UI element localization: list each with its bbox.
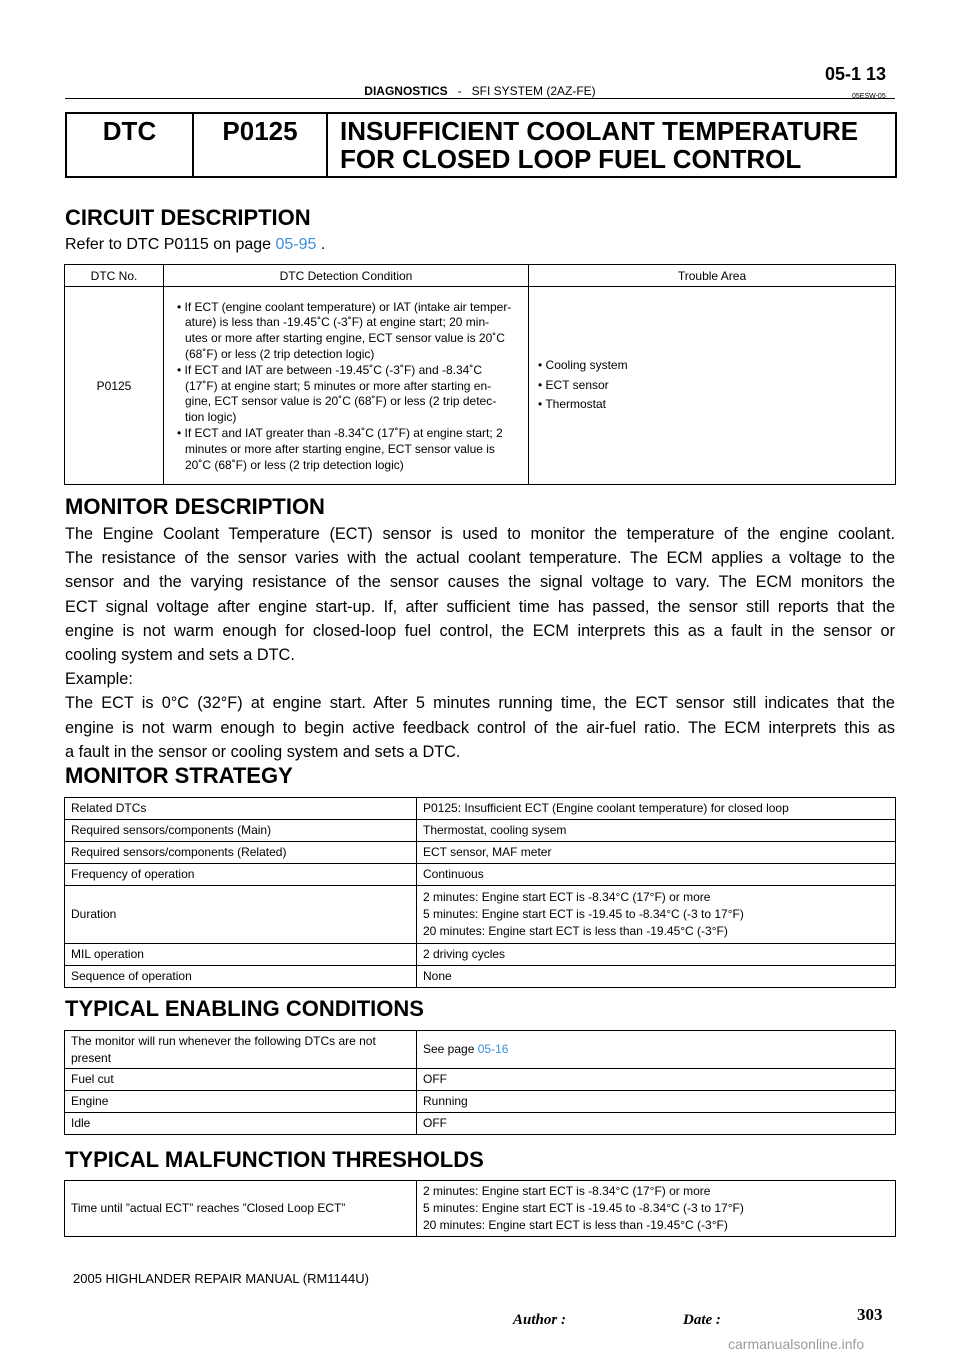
- malfunction-thresholds-table: [64, 1180, 896, 1237]
- dtc-title-line2: FOR CLOSED LOOP FUEL CONTROL: [340, 144, 802, 174]
- circuit-reference: [65, 236, 325, 254]
- circuit-description-heading: CIRCUIT DESCRIPTION: [65, 205, 311, 230]
- table-row: Fuel cut OFF: [65, 1069, 896, 1091]
- monitor-strategy-heading: MONITOR STRATEGY: [65, 763, 293, 788]
- dtc-detection-table: [64, 264, 896, 485]
- table-row: Frequency of operation Continuous: [65, 864, 896, 886]
- manual-title: 2005 HIGHLANDER REPAIR MANUAL (RM1144U): [73, 1271, 369, 1286]
- table-row: Required sensors/components (Main) Thermostat, cooling sysem: [65, 820, 896, 842]
- doc-code: 05ESW-05: [852, 93, 886, 100]
- trouble-area-item: • Thermostat: [538, 397, 607, 412]
- col-detection-condition: DTC Detection Condition: [164, 265, 529, 287]
- dtc-label: DTC: [67, 114, 194, 176]
- header-rule: [65, 98, 895, 99]
- dtc-page-link[interactable]: 05-16: [477, 1042, 509, 1056]
- trouble-area-cell: [529, 287, 896, 485]
- enabling-conditions-heading: TYPICAL ENABLING CONDITIONS: [65, 996, 424, 1021]
- detection-condition-cell: [164, 287, 529, 485]
- dtc-code: P0125: [194, 114, 328, 176]
- monitor-description-heading: MONITOR DESCRIPTION: [65, 494, 325, 519]
- running-header: [0, 84, 960, 98]
- ref-page-link[interactable]: 05-95: [275, 236, 317, 253]
- malfunction-thresholds-heading: TYPICAL MALFUNCTION THRESHOLDS: [65, 1147, 484, 1172]
- col-dtc-no: DTC No.: [65, 265, 164, 287]
- author-label: Author :: [513, 1312, 566, 1328]
- condition-1: • If ECT (engine coolant temperature) or IAT (intake air temper- ature) is less than -19.45˚C (-3˚F) at engine start; 20 min- utes or more after starting engine, ECT sensor value is 20˚C (68˚F) or less (2 trip detection logic): [177, 299, 512, 361]
- table-row: Engine Running: [65, 1091, 896, 1113]
- table-row: Required sensors/components (Related) ECT sensor, MAF meter: [65, 842, 896, 864]
- watermark: carmanualsonline.info: [728, 1336, 865, 1352]
- table-row: Sequence of operation None: [65, 966, 896, 988]
- condition-3: • If ECT and IAT greater than -8.34˚C (17˚F) at engine start; 2 minutes or more after starting engine, ECT sensor value is 20˚C (68˚F) or less (2 trip detection logic): [177, 425, 503, 472]
- dtc-banner: [65, 112, 897, 178]
- ref-suffix: .: [320, 236, 326, 253]
- date-label: Date :: [683, 1312, 721, 1328]
- monitor-strategy-table: [64, 797, 896, 988]
- trouble-area-item: • ECT sensor: [538, 377, 609, 392]
- header-separator: -: [457, 84, 462, 98]
- header-section: DIAGNOSTICS: [364, 84, 448, 98]
- monitor-description-text: The Engine Coolant Temperature (ECT) sensor is used to monitor the temperature of the engine coolant. The resistance of the sensor varies with the actual coolant temperature. The ECM applies a voltage to the sensor and the varying resistance of the sensor causes the signal voltage to vary. The ECM monitors the ECT signal voltage after engine start-up. If, after sufficient time has passed, the sensor still reports that the engine is not warm enough for closed-loop fuel control, the ECM interprets this as a fault in the sensor or cooling system and sets a DTC. Example: The ECT is 0°C (32°F) at engine start. After 5 minutes running time, the ECT sensor still indicates that the engine is not warm enough to begin active feedback control of the air-fuel ratio. The ECM interprets this as a fault in the sensor or cooling system and sets a DTC.: [65, 525, 895, 761]
- table-row: MIL operation 2 driving cycles: [65, 944, 896, 966]
- header-subsection: SFI SYSTEM (2AZ-FE): [471, 84, 596, 98]
- condition-2: • If ECT and IAT are between -19.45˚C (-3˚F) and -8.34˚C (17˚F) at engine start; 5 minutes or more after starting en- gine, ECT sensor value is 20˚C (68˚F) or less (2 trip detec- tion logic): [177, 362, 497, 425]
- dtc-title: [328, 114, 895, 176]
- table-row: Duration 2 minutes: Engine start ECT is -8.34°C (17°F) or more 5 minutes: Engine start ECT is -19.45 to -8.34°C (-3 to 17°F) 20 minutes: Engine start ECT is less than -19.45°C (-3°F): [65, 886, 896, 944]
- trouble-area-item: • Cooling system: [538, 358, 628, 373]
- table-row: Time until ”actual ECT” reaches ”Closed Loop ECT” 2 minutes: Engine start ECT is -8.34°C (17°F) or more 5 minutes: Engine start ECT is -19.45 to -8.34°C (-3 to 17°F) 20 minutes: Engine start ECT is less than -19.45°C (-3°F): [65, 1181, 896, 1237]
- page-number: 05-1 13: [825, 64, 887, 84]
- dtc-no-cell: P0125: [65, 287, 164, 485]
- footer-page-number: 303: [857, 1305, 883, 1324]
- dtc-title-line1: INSUFFICIENT COOLANT TEMPERATURE: [340, 116, 859, 146]
- col-trouble-area: Trouble Area: [529, 265, 896, 287]
- enabling-conditions-table: [64, 1030, 896, 1135]
- table-row: Related DTCs P0125: Insufficient ECT (Engine coolant temperature) for closed loop: [65, 798, 896, 820]
- table-row: The monitor will run whenever the following DTCs are not present See page 05-16: [65, 1031, 896, 1069]
- table-row: Idle OFF: [65, 1113, 896, 1135]
- ref-prefix: Refer to DTC P0115 on page: [65, 236, 272, 253]
